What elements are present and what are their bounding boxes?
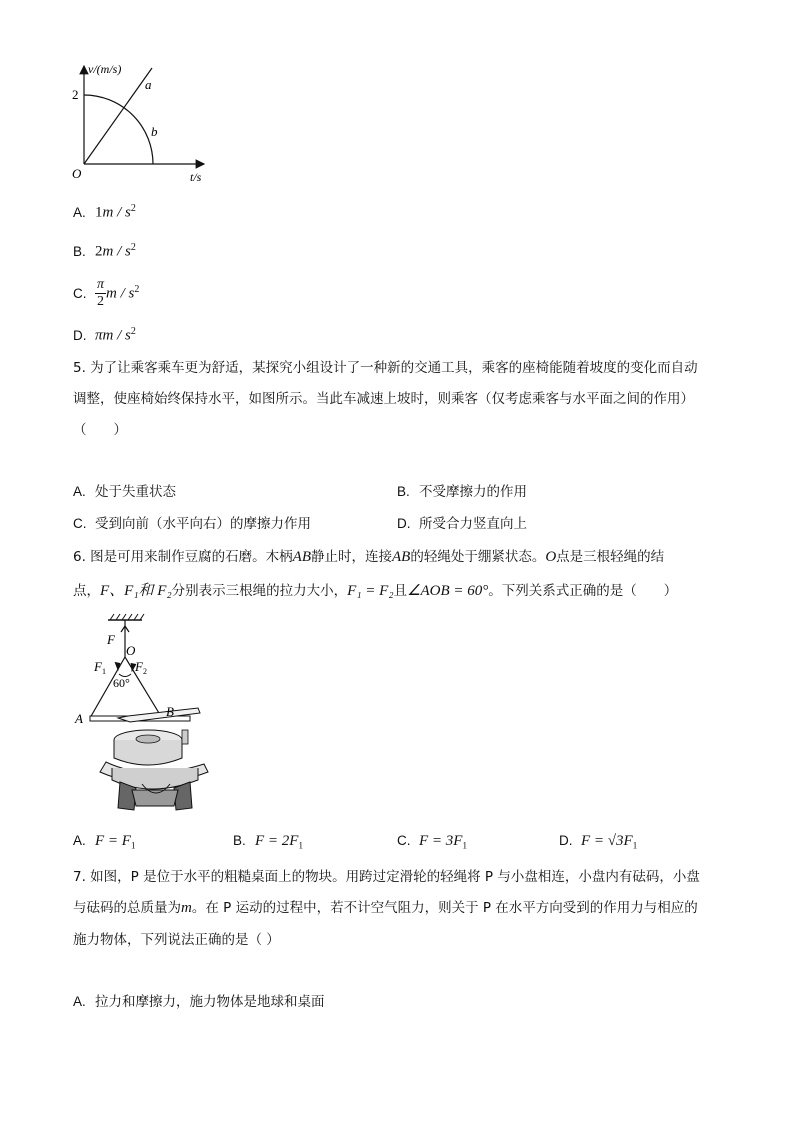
label-angle: 60° [113, 676, 130, 690]
curve-b [84, 95, 153, 164]
label-F2: $F_2$ [135, 659, 147, 676]
q5-stem-line2: 调整，使座椅始终保持水平，如图所示。当此车减速上坡时，则乘客（仅考虑乘客与水平面之间的作用） [73, 391, 694, 407]
label-O: O [126, 643, 136, 658]
q4-option-c: C. $\frac{\pi}{2}$ m / $s^2$ [73, 277, 140, 309]
line-a [84, 68, 152, 164]
q7-stem-line3: 施力物体，下列说法正确的是（ ） [73, 932, 280, 948]
q6-option-a: A. $F = F_1$ [73, 833, 136, 851]
q6-option-c: C. $F = 3F_1$ [397, 833, 467, 851]
q5-option-b: B. 不受摩擦力的作用 [397, 484, 527, 500]
velocity-time-graph [66, 60, 216, 185]
label-A: A [75, 711, 83, 726]
q5-option-a: A. 处于失重状态 [73, 484, 176, 500]
q6-stem-line1: 6. 图是可用来制作豆腐的石磨。木柄AB静止时，连接AB的轻绳处于绷紧状态。O点是三根轻绳的结 [73, 549, 665, 565]
y-axis-label: v/(m/s) [88, 62, 122, 76]
q5-stem-line3: （ ） [73, 422, 127, 438]
q4-option-d: D. πm / $s^2$ [73, 326, 136, 344]
label-F: F [107, 632, 115, 647]
q4-option-b: B. $2m / s^2$ [73, 242, 136, 260]
q4-option-a: A. $1m / s^2$ [73, 203, 136, 221]
q7-stem-line1: 7. 如图，P 是位于水平的粗糙桌面上的物块。用跨过定滑轮的轻绳将 P 与小盘相连，小盘内有砝码，小盘 [73, 869, 700, 885]
origin-label: O [72, 166, 82, 181]
q5-stem-line1: 5. 为了让乘客乘车更为舒适，某探究小组设计了一种新的交通工具，乘客的座椅能随着坡度的变化而自动 [73, 360, 698, 376]
stone-mill-figure [70, 612, 225, 817]
ceiling-hatch [110, 614, 144, 620]
q7-option-a: A. 拉力和摩擦力，施力物体是地球和桌面 [73, 994, 325, 1010]
q5-option-d: D. 所受合力竖直向上 [397, 516, 527, 532]
label-F1: $F_1$ [94, 659, 106, 676]
q6-stem-line2: 点，F、F₁和 F₂分别表示三根绳的拉力大小，F₁ = F₂且∠AOB = 60°。下列关系式正确的是（ ） [73, 583, 678, 599]
label-B: B [166, 704, 174, 719]
q6-option-d: D. $F = √3F_1$ [559, 833, 638, 851]
x-axis-label: t/s [190, 170, 202, 184]
curve-b-label: b [151, 124, 158, 139]
q7-stem-line2: 与砝码的总质量为m。在 P 运动的过程中，若不计空气阻力，则关于 P 在水平方向受到的作用力与相应的 [73, 900, 698, 916]
line-a-label: a [145, 77, 152, 92]
y-tick-2: 2 [72, 87, 79, 102]
q5-option-c: C. 受到向前（水平向右）的摩擦力作用 [73, 516, 311, 532]
q6-option-b: B. $F = 2F_1$ [233, 833, 303, 851]
